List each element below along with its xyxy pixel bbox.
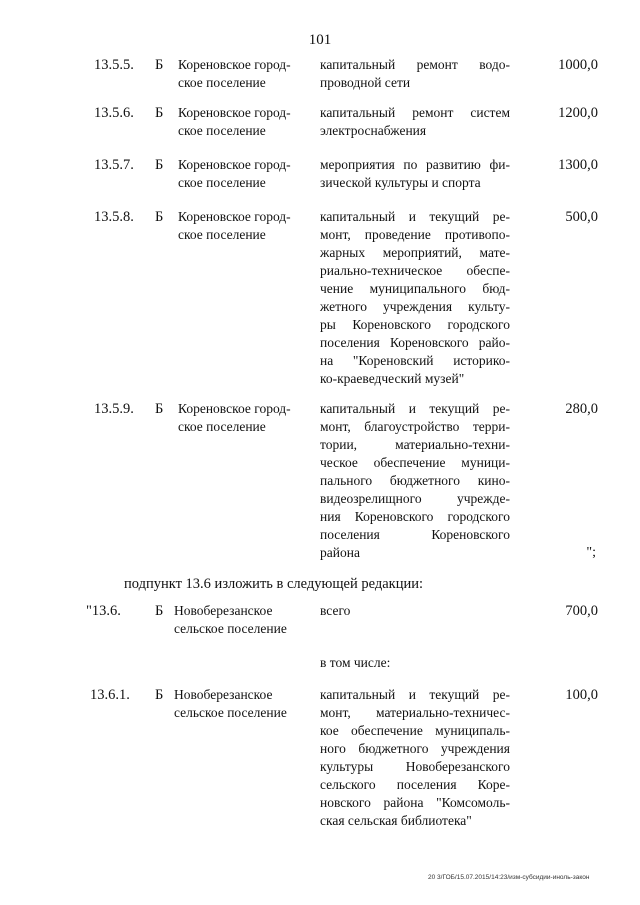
description-line: тории, материально-техни- xyxy=(320,437,510,452)
budget-type: Б xyxy=(155,603,164,619)
description-line: поселения Кореновского райо- xyxy=(320,335,510,350)
description xyxy=(320,104,510,140)
description-line: района xyxy=(320,545,360,560)
recipient xyxy=(178,400,313,436)
description-line: видеозрелищного учрежде- xyxy=(320,491,510,506)
recipient-line: сельское поселение xyxy=(174,621,287,636)
description-line: поселения Кореновского xyxy=(320,527,510,542)
description-line: капитальный ремонт систем xyxy=(320,105,510,120)
description-line: новского района "Комсомоль- xyxy=(320,795,510,810)
description-line: монт, проведение противопо- xyxy=(320,227,510,242)
budget-type: Б xyxy=(155,105,164,121)
amount: 1200,0 xyxy=(558,105,598,121)
description-line: жарных мероприятий, мате- xyxy=(320,245,510,260)
description-line: чение муниципального бюд- xyxy=(320,281,510,296)
budget-type: Б xyxy=(155,57,164,73)
budget-type: Б xyxy=(155,209,164,225)
recipient-line: сельское поселение xyxy=(174,705,287,720)
amount: 700,0 xyxy=(565,603,598,619)
recipient-line: Кореновское город- xyxy=(178,401,291,416)
description-line: риально-техническое обеспе- xyxy=(320,263,510,278)
amount: 1000,0 xyxy=(558,57,598,73)
description-line: электроснабжения xyxy=(320,123,427,138)
description-line: капитальный и текущий ре- xyxy=(320,401,510,416)
item-number: 13.5.6. xyxy=(94,105,134,121)
description xyxy=(320,400,510,562)
recipient-line: ское поселение xyxy=(178,227,266,242)
description xyxy=(320,156,510,192)
description-line: монт, благоустройство терри- xyxy=(320,419,510,434)
amount: 500,0 xyxy=(565,209,598,225)
description-line: монт, материально-техничес- xyxy=(320,705,510,720)
item-number: 13.5.7. xyxy=(94,157,134,173)
recipient-line: ское поселение xyxy=(178,123,266,138)
file-footer: 20 3/ГОБ/15.07.2015/14:23/изм-субсидии-иноль-закон xyxy=(428,874,590,881)
page-number: 101 xyxy=(308,32,332,48)
recipient-line: ское поселение xyxy=(178,75,266,90)
budget-type: Б xyxy=(155,157,164,173)
recipient-line: ское поселение xyxy=(178,175,266,190)
description-line: зической культуры и спорта xyxy=(320,175,481,190)
recipient xyxy=(178,104,313,140)
recipient-line: Кореновское город- xyxy=(178,209,291,224)
description-line: капитальный и текущий ре- xyxy=(320,687,510,702)
recipient-line: Новоберезанское xyxy=(174,687,273,702)
amount: 100,0 xyxy=(565,687,598,703)
description-line: капитальный ремонт водо- xyxy=(320,57,510,72)
item-number: 13.5.8. xyxy=(94,209,134,225)
description-line: пального бюджетного кино- xyxy=(320,473,510,488)
recipient xyxy=(174,686,309,722)
item-number: 13.5.9. xyxy=(94,401,134,417)
amount: 1300,0 xyxy=(558,157,598,173)
description-line: культуры Новоберезанского xyxy=(320,759,510,774)
description-line: на "Кореновский историко- xyxy=(320,353,510,368)
description-line: проводной сети xyxy=(320,75,411,90)
amount: 280,0 xyxy=(565,401,598,417)
recipient-line: Кореновское город- xyxy=(178,157,291,172)
recipient-line: Кореновское город- xyxy=(178,105,291,120)
description-line: ния Кореновского городского xyxy=(320,509,510,524)
description-line: ного бюджетного учреждения xyxy=(320,741,510,756)
recipient-line: Кореновское город- xyxy=(178,57,291,72)
description-line: сельского поселения Коре- xyxy=(320,777,510,792)
description-line: капитальный и текущий ре- xyxy=(320,209,510,224)
recipient-line: ское поселение xyxy=(178,419,266,434)
description xyxy=(320,686,510,830)
recipient xyxy=(178,156,313,192)
closing-quote-mark: "; xyxy=(586,545,596,560)
description-line: мероприятия по развитию фи- xyxy=(320,157,510,172)
description-line: ко-краеведческий музей" xyxy=(320,371,465,386)
recipient-line: Новоберезанское xyxy=(174,603,273,618)
description-line: ры Кореновского городского xyxy=(320,317,510,332)
recipient xyxy=(178,56,313,92)
description-line: жетного учреждения культу- xyxy=(320,299,510,314)
description-line: ская сельская библиотека" xyxy=(320,813,472,828)
budget-type: Б xyxy=(155,687,164,703)
item-number: "13.6. xyxy=(86,603,121,619)
description xyxy=(320,208,510,388)
item-number: 13.6.1. xyxy=(90,687,130,703)
including-label: в том числе: xyxy=(320,655,391,670)
budget-type: Б xyxy=(155,401,164,417)
amendment-instruction: подпункт 13.6 изложить в следующей редакции: xyxy=(124,576,424,592)
description-line: ческое обеспечение муници- xyxy=(320,455,510,470)
recipient xyxy=(178,208,313,244)
item-number: 13.5.5. xyxy=(94,57,134,73)
recipient xyxy=(174,602,309,638)
description xyxy=(320,56,510,92)
description xyxy=(320,602,510,620)
description-line: всего xyxy=(320,603,351,618)
description-line: кое обеспечение муниципаль- xyxy=(320,723,510,738)
